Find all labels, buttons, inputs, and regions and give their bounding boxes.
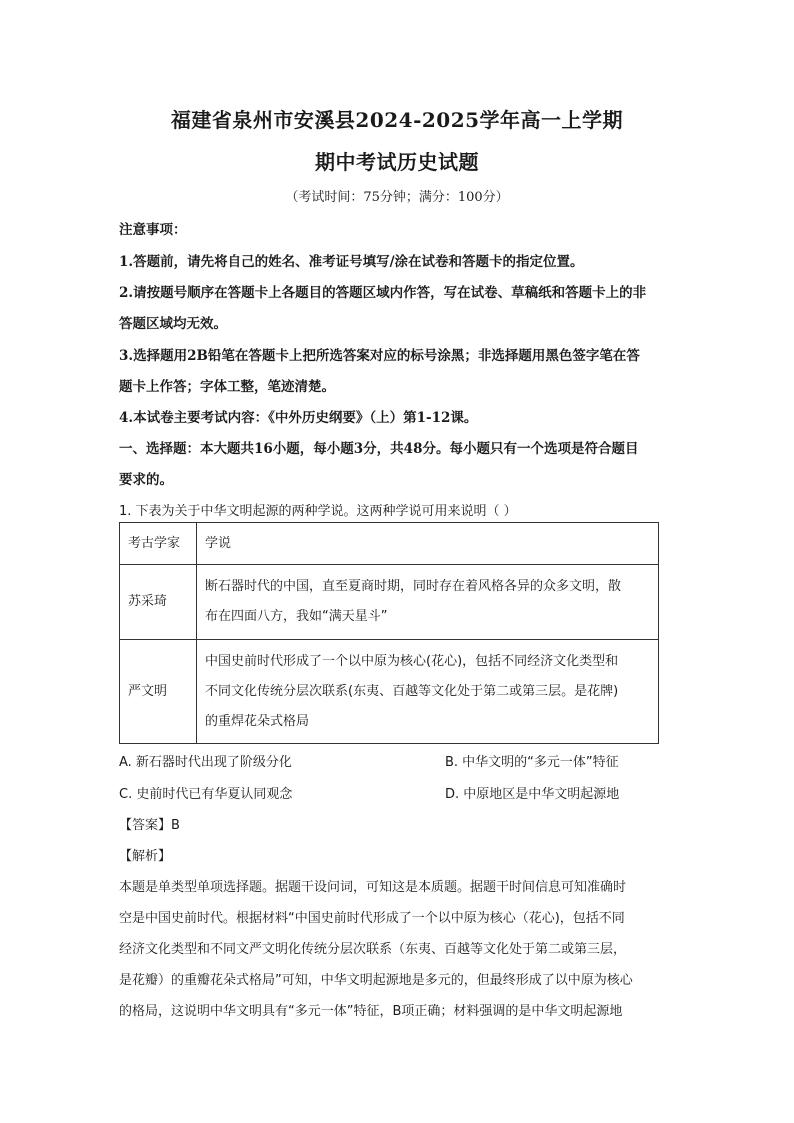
note-line: 答题区域均无效。 bbox=[119, 316, 227, 332]
theory-line: 断石器时代的中国，直至夏商时期，同时存在着风格各异的众多文明，散 bbox=[205, 579, 622, 594]
option-d: D. 中原地区是中华文明起源地 bbox=[445, 787, 620, 802]
note-line: 4.本试卷主要考试内容：《中外历史纲要》（上）第1-12课。 bbox=[119, 410, 478, 426]
note-line: 题卡上作答；字体工整，笔迹清楚。 bbox=[119, 379, 335, 395]
answer-label: 【答案】B bbox=[119, 818, 180, 833]
analysis-line: 空是中国史前时代。根据材料“中国史前时代形成了一个以中原为核心（花心)，包括不同 bbox=[119, 911, 625, 926]
note-line: 3.选择题用2B铅笔在答题卡上把所选答案对应的标号涂黑；非选择题用黑色签字笔在答 bbox=[119, 348, 640, 364]
exam-info: （考试时间：75分钟；满分：100分） bbox=[285, 190, 509, 205]
table-header-cell: 考古学家 bbox=[120, 523, 197, 565]
exam-title-line1: 福建省泉州市安溪县2024-2025学年高一上学期 bbox=[170, 108, 624, 132]
option-b: B. 中华文明的“多元一体”特征 bbox=[445, 755, 619, 770]
note-line: 2.请按题号顺序在答题卡上各题目的答题区域内作答，写在试卷、草稿纸和答题卡上的非 bbox=[119, 285, 647, 301]
analysis-line: 本题是单类型单项选择题。据题干设问词，可知这是本质题。据题干时间信息可知准确时 bbox=[119, 880, 627, 895]
theory-line: 中国史前时代形成了一个以中原为核心(花心)，包括不同经济文化类型和 bbox=[205, 653, 619, 669]
section-heading: 一、选择题：本大题共16小题，每小题3分，共48分。每小题只有一个选项是符合题目 bbox=[119, 441, 639, 457]
table-header-row bbox=[120, 523, 659, 565]
theory-line: 不同文化传统分层次联系(东夷、百越等文化处于第二或第三层。是花牌) bbox=[205, 683, 619, 699]
table-row bbox=[120, 640, 659, 744]
analysis-heading: 【解析】 bbox=[119, 849, 172, 864]
question-stem: 1. 下表为关于中华文明起源的两种学说。这两种学说可用来说明（ ） bbox=[119, 504, 517, 519]
analysis-line: 的格局，这说明中华文明具有“多元一体”特征，B项正确；材料强调的是中华文明起源地 bbox=[119, 1004, 623, 1019]
option-a: A. 新石器时代出现了阶级分化 bbox=[119, 755, 292, 770]
analysis-line: 是花瓣）的重瓣花朵式格局”可知，中华文明起源地是多元的，但最终形成了以中原为核心 bbox=[119, 973, 633, 988]
theory-line: 的重焊花朵式格局 bbox=[205, 713, 310, 729]
exam-title-line2: 期中考试历史试题 bbox=[315, 150, 479, 174]
note-line: 1.答题前，请先将自己的姓名、准考证号填写/涂在试卷和答题卡的指定位置。 bbox=[119, 254, 584, 270]
table-cell-theory bbox=[197, 565, 659, 640]
section-heading-cont: 要求的。 bbox=[119, 472, 173, 488]
analysis-line: 经济文化类型和不同文严文明化传统分层次联系（东夷、百越等文化处于第二或第三层， bbox=[119, 942, 627, 957]
option-c: C. 史前时代已有华夏认同观念 bbox=[119, 787, 293, 802]
table-cell-theory bbox=[197, 640, 659, 744]
table-header-cell: 学说 bbox=[197, 523, 659, 565]
notes-heading: 注意事项： bbox=[119, 222, 187, 238]
table-cell-name: 苏采琦 bbox=[120, 565, 197, 640]
table-row bbox=[120, 565, 659, 640]
table-cell-name: 严文明 bbox=[120, 640, 197, 744]
theory-table bbox=[119, 522, 659, 744]
theory-line: 布在四面八方，我如“满天星斗” bbox=[205, 609, 388, 624]
